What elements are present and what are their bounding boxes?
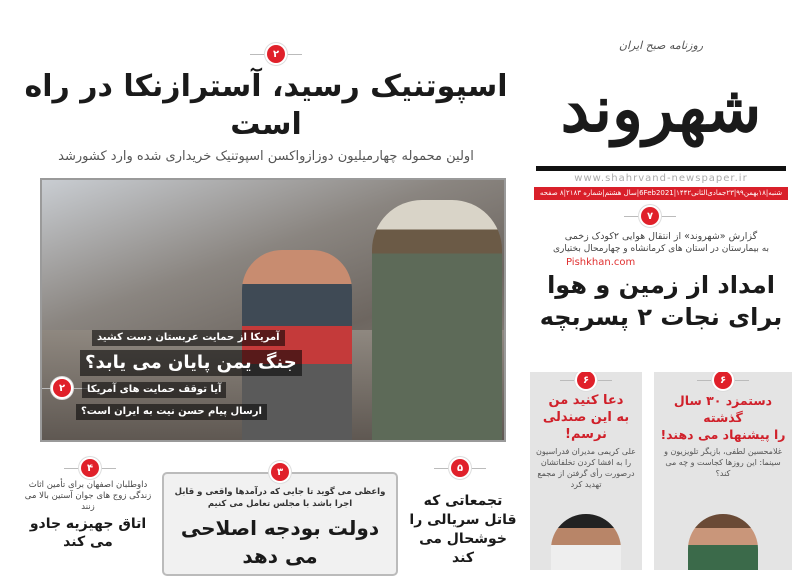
page-badge: ۲ [40, 378, 92, 398]
photo-portrait [551, 514, 621, 570]
dateline-bar: شنبه|۱۸بهمن۹۹|۲۳جمادی‌الثانی۱۴۴۲|6Feb2021|سال هشتم|شماره ۲۱۸۳|۸ صفحه [534, 187, 788, 200]
photo-headline[interactable]: جنگ یمن پایان می یابد؟ [80, 350, 302, 376]
watermark: Pishkhan.com [566, 257, 636, 268]
page-badge: ۳ [250, 462, 310, 482]
box-body [658, 392, 788, 479]
page-badge: ۶ [693, 372, 753, 390]
masthead [530, 38, 792, 200]
logo: شهروند [560, 72, 762, 147]
box-title-1: دعا کنید من [548, 393, 624, 408]
budget-box[interactable] [162, 472, 398, 576]
box-karimi[interactable] [530, 372, 642, 570]
bottom-left-headline[interactable]: اتاق جهیزیه جادو می کند [29, 516, 147, 550]
box-title-2: به این صندلی نرسم! [542, 410, 630, 442]
website-url[interactable]: www.shahrvand-newspaper.ir [574, 173, 748, 184]
rescue-headline-1[interactable]: امداد از زمین و هوا [547, 271, 775, 299]
bottom-right-story [408, 492, 518, 568]
page-badge: ۵ [430, 458, 490, 478]
bottom-left-story [20, 480, 156, 551]
box-text: غلامحسین لطفی، بازیگر تلویزیون و سینما: این روزها کجاست و چه می کند؟ [664, 447, 782, 478]
box-title-1: دستمزد ۳۰ سال گذشته [673, 393, 773, 425]
top-story [10, 68, 522, 166]
bottom-left-lead: داوطلبان اصفهان برای تأمین اثاث زندگی زوج های جوان آستین بالا می زنند [24, 480, 152, 512]
box-lotfi[interactable] [654, 372, 792, 570]
box-title-2: را پیشنهاد می دهند! [660, 427, 786, 442]
photo-man [372, 200, 502, 442]
main-headline[interactable]: اسپوتنیک رسید، آسترازنکا در راه است [24, 69, 508, 142]
bottom-right-headline[interactable]: تجمعاتی که قاتل سریالی را خوشحال می کند [409, 493, 517, 566]
box-body [534, 392, 638, 490]
box-text: علی کریمی مدیران فدراسیون را به افشا کردن تخلفاتشان درصورت رأی گرفتن از مجمع تهدید کرد [536, 447, 636, 489]
page-badge: ۷ [620, 206, 680, 226]
page-badge: ۴ [60, 458, 120, 478]
photo-line-1: آیا توقف حمایت های آمریکا [82, 382, 226, 398]
rescue-story [526, 230, 796, 333]
main-subhead: اولین محموله چهارمیلیون دوزازواکسن اسپوتنیک خریداری شده وارد کشورشد [58, 149, 474, 164]
yemen-photo[interactable] [40, 178, 506, 442]
rescue-lead-2: به بیمارستان در استان های کرمانشاه و چهارمحال بختیاری [552, 244, 770, 254]
budget-headline: دولت بودجه اصلاحی می دهد [180, 516, 380, 568]
rescue-headline-2[interactable]: برای نجات ۲ پسربچه [539, 303, 783, 331]
logo-underline [536, 166, 786, 171]
rescue-lead-1: گزارش «شهروند» از انتقال هوایی ۲کودک زخمی [564, 231, 758, 242]
photo-kicker: آمریکا از حمایت عربستان دست کشید [92, 330, 285, 346]
photo-portrait [688, 514, 758, 570]
budget-lead: واعظی می گوید تا جایی که درآمدها واقعی و قابل اجرا باشد با مجلس تعامل می کنیم [174, 487, 386, 509]
logo-tagline: روزنامه صبح ایران [618, 39, 704, 52]
photo-line-2: ارسال پیام حسن نیت به ایران است؟ [76, 404, 267, 420]
page-badge: ۶ [556, 372, 616, 390]
page-badge: ۲ [246, 44, 306, 64]
